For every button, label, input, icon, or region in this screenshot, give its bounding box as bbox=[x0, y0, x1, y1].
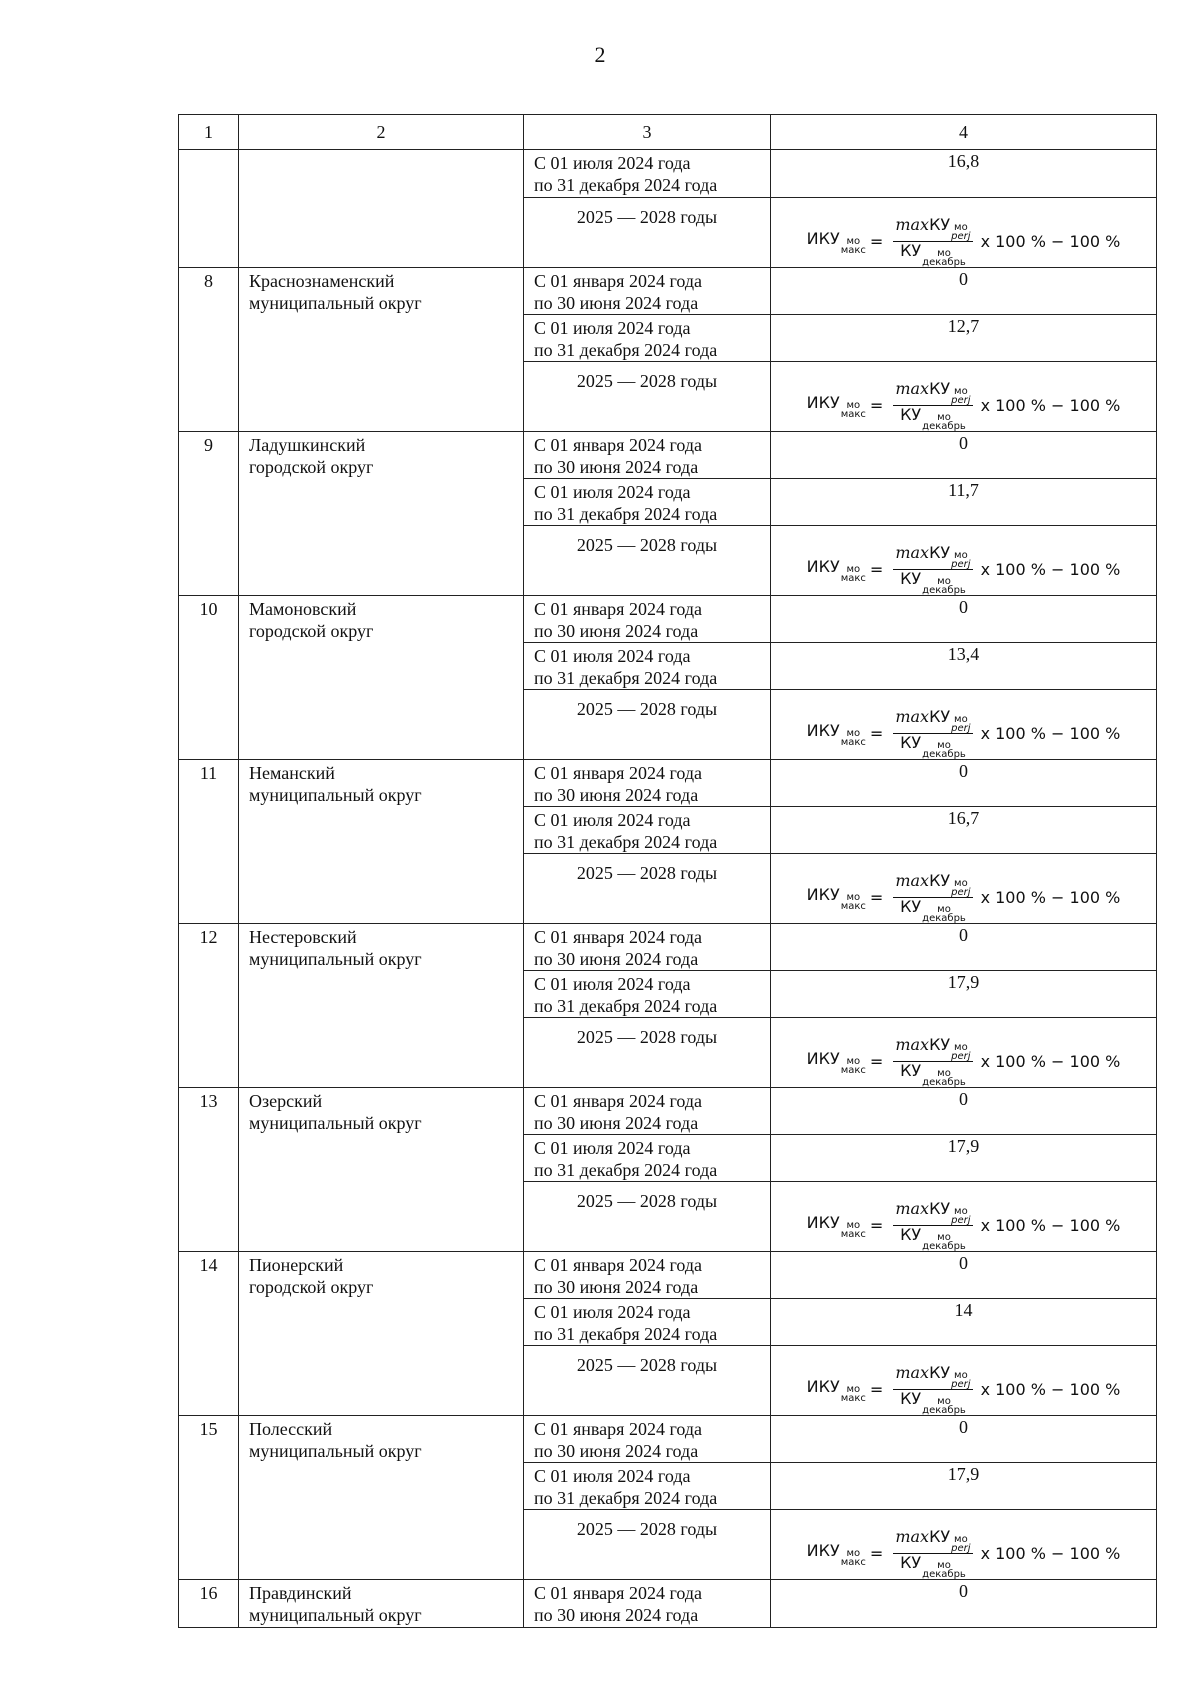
value-cell: 0 bbox=[771, 268, 1157, 315]
period-cell: 2025 — 2028 годы bbox=[524, 1346, 771, 1416]
table-row bbox=[179, 1088, 1157, 1135]
municipality-name-cell: Полесский муниципальный округ bbox=[239, 1416, 524, 1580]
period-cell: С 01 июля 2024 года по 31 декабря 2024 года bbox=[524, 479, 771, 526]
municipality-name-cell: Неманский муниципальный округ bbox=[239, 760, 524, 924]
row-number-cell: 11 bbox=[179, 760, 239, 924]
period-cell: С 01 января 2024 года по 30 июня 2024 года bbox=[524, 760, 771, 807]
period-cell: 2025 — 2028 годы bbox=[524, 198, 771, 268]
period-cell: С 01 июля 2024 года по 31 декабря 2024 года bbox=[524, 1135, 771, 1182]
period-cell: С 01 июля 2024 года по 31 декабря 2024 года bbox=[524, 1299, 771, 1346]
row-number-cell: 9 bbox=[179, 432, 239, 596]
formula-cell bbox=[771, 198, 1157, 268]
municipality-name-cell: Правдинский муниципальный округ bbox=[239, 1580, 524, 1628]
period-cell: С 01 января 2024 года по 30 июня 2024 года bbox=[524, 596, 771, 643]
row-number-cell: 16 bbox=[179, 1580, 239, 1628]
index-formula: ИКУ мо макс = max КУ мо perj КУ мо декабрь x 100 % − 100 % bbox=[806, 379, 1121, 432]
municipality-name-cell bbox=[239, 150, 524, 268]
period-cell: С 01 января 2024 года по 30 июня 2024 года bbox=[524, 1252, 771, 1299]
period-cell: С 01 июля 2024 года по 31 декабря 2024 года bbox=[524, 1463, 771, 1510]
header-col-1: 1 bbox=[179, 115, 239, 150]
period-cell: С 01 января 2024 года по 30 июня 2024 года bbox=[524, 268, 771, 315]
period-cell: С 01 января 2024 года по 30 июня 2024 года bbox=[524, 1416, 771, 1463]
row-number-cell: 10 bbox=[179, 596, 239, 760]
index-formula: ИКУ мо макс = max КУ мо perj КУ мо декабрь x 100 % − 100 % bbox=[806, 1199, 1121, 1252]
row-number-cell: 8 bbox=[179, 268, 239, 432]
row-number-cell: 15 bbox=[179, 1416, 239, 1580]
period-cell: С 01 июля 2024 года по 31 декабря 2024 года bbox=[524, 315, 771, 362]
value-cell: 0 bbox=[771, 924, 1157, 971]
value-cell: 0 bbox=[771, 1416, 1157, 1463]
value-cell: 0 bbox=[771, 760, 1157, 807]
header-col-3: 3 bbox=[524, 115, 771, 150]
table-row bbox=[179, 1416, 1157, 1463]
value-cell: 11,7 bbox=[771, 479, 1157, 526]
period-cell: С 01 января 2024 года по 30 июня 2024 года bbox=[524, 1088, 771, 1135]
value-cell: 17,9 bbox=[771, 1463, 1157, 1510]
municipality-name-cell: Пионерский городской округ bbox=[239, 1252, 524, 1416]
index-formula: ИКУ мо макс = max КУ мо perj КУ мо декабрь x 100 % − 100 % bbox=[806, 707, 1121, 760]
table-row bbox=[179, 760, 1157, 807]
period-cell: 2025 — 2028 годы bbox=[524, 690, 771, 760]
value-cell: 12,7 bbox=[771, 315, 1157, 362]
index-formula: ИКУ мо макс = max КУ мо perj КУ мо декабрь x 100 % − 100 % bbox=[806, 215, 1121, 268]
value-cell: 14 bbox=[771, 1299, 1157, 1346]
row-number-cell: 13 bbox=[179, 1088, 239, 1252]
period-cell: 2025 — 2028 годы bbox=[524, 1018, 771, 1088]
formula-cell bbox=[771, 1510, 1157, 1580]
period-cell: С 01 июля 2024 года по 31 декабря 2024 года bbox=[524, 971, 771, 1018]
index-formula: ИКУ мо макс = max КУ мо perj КУ мо декабрь x 100 % − 100 % bbox=[806, 1363, 1121, 1416]
table-row bbox=[179, 1252, 1157, 1299]
period-cell: С 01 июля 2024 года по 31 декабря 2024 года bbox=[524, 807, 771, 854]
period-cell: С 01 июля 2024 года по 31 декабря 2024 года bbox=[524, 643, 771, 690]
period-cell: С 01 июля 2024 года по 31 декабря 2024 года bbox=[524, 150, 771, 198]
municipality-name-cell: Ладушкинский городской округ bbox=[239, 432, 524, 596]
formula-cell bbox=[771, 362, 1157, 432]
value-cell: 0 bbox=[771, 432, 1157, 479]
value-cell: 0 bbox=[771, 1252, 1157, 1299]
municipality-name-cell: Краснознаменский муниципальный округ bbox=[239, 268, 524, 432]
page-number: 2 bbox=[594, 42, 606, 67]
header-col-2: 2 bbox=[239, 115, 524, 150]
period-cell: 2025 — 2028 годы bbox=[524, 526, 771, 596]
period-cell: 2025 — 2028 годы bbox=[524, 1510, 771, 1580]
table-row bbox=[179, 268, 1157, 315]
index-formula: ИКУ мо макс = max КУ мо perj КУ мо декабрь x 100 % − 100 % bbox=[806, 1035, 1121, 1088]
value-cell: 13,4 bbox=[771, 643, 1157, 690]
formula-cell bbox=[771, 1346, 1157, 1416]
header-row bbox=[179, 115, 1157, 150]
index-formula: ИКУ мо макс = max КУ мо perj КУ мо декабрь x 100 % − 100 % bbox=[806, 1527, 1121, 1580]
period-cell: С 01 января 2024 года по 30 июня 2024 года bbox=[524, 432, 771, 479]
value-cell: 17,9 bbox=[771, 1135, 1157, 1182]
index-formula: ИКУ мо макс = max КУ мо perj КУ мо декабрь x 100 % − 100 % bbox=[806, 871, 1121, 924]
period-cell: 2025 — 2028 годы bbox=[524, 854, 771, 924]
formula-cell bbox=[771, 854, 1157, 924]
municipal-table bbox=[178, 114, 1157, 1628]
value-cell: 0 bbox=[771, 596, 1157, 643]
row-number-cell bbox=[179, 150, 239, 268]
value-cell: 0 bbox=[771, 1580, 1157, 1628]
formula-cell bbox=[771, 526, 1157, 596]
header-col-4: 4 bbox=[771, 115, 1157, 150]
table-row bbox=[179, 596, 1157, 643]
value-cell: 0 bbox=[771, 1088, 1157, 1135]
period-cell: 2025 — 2028 годы bbox=[524, 362, 771, 432]
table-row bbox=[179, 1580, 1157, 1628]
row-number-cell: 14 bbox=[179, 1252, 239, 1416]
formula-cell bbox=[771, 1182, 1157, 1252]
period-cell: 2025 — 2028 годы bbox=[524, 1182, 771, 1252]
municipality-name-cell: Озерский муниципальный округ bbox=[239, 1088, 524, 1252]
index-formula: ИКУ мо макс = max КУ мо perj КУ мо декабрь x 100 % − 100 % bbox=[806, 543, 1121, 596]
table-row bbox=[179, 924, 1157, 971]
formula-cell bbox=[771, 690, 1157, 760]
row-number-cell: 12 bbox=[179, 924, 239, 1088]
municipality-name-cell: Нестеровский муниципальный округ bbox=[239, 924, 524, 1088]
table-row bbox=[179, 432, 1157, 479]
value-cell: 17,9 bbox=[771, 971, 1157, 1018]
formula-cell bbox=[771, 1018, 1157, 1088]
municipality-name-cell: Мамоновский городской округ bbox=[239, 596, 524, 760]
period-cell: С 01 января 2024 года по 30 июня 2024 года bbox=[524, 924, 771, 971]
value-cell: 16,8 bbox=[771, 150, 1157, 198]
value-cell: 16,7 bbox=[771, 807, 1157, 854]
continued-row-h2 bbox=[179, 150, 1157, 198]
period-cell: С 01 января 2024 года по 30 июня 2024 года bbox=[524, 1580, 771, 1628]
